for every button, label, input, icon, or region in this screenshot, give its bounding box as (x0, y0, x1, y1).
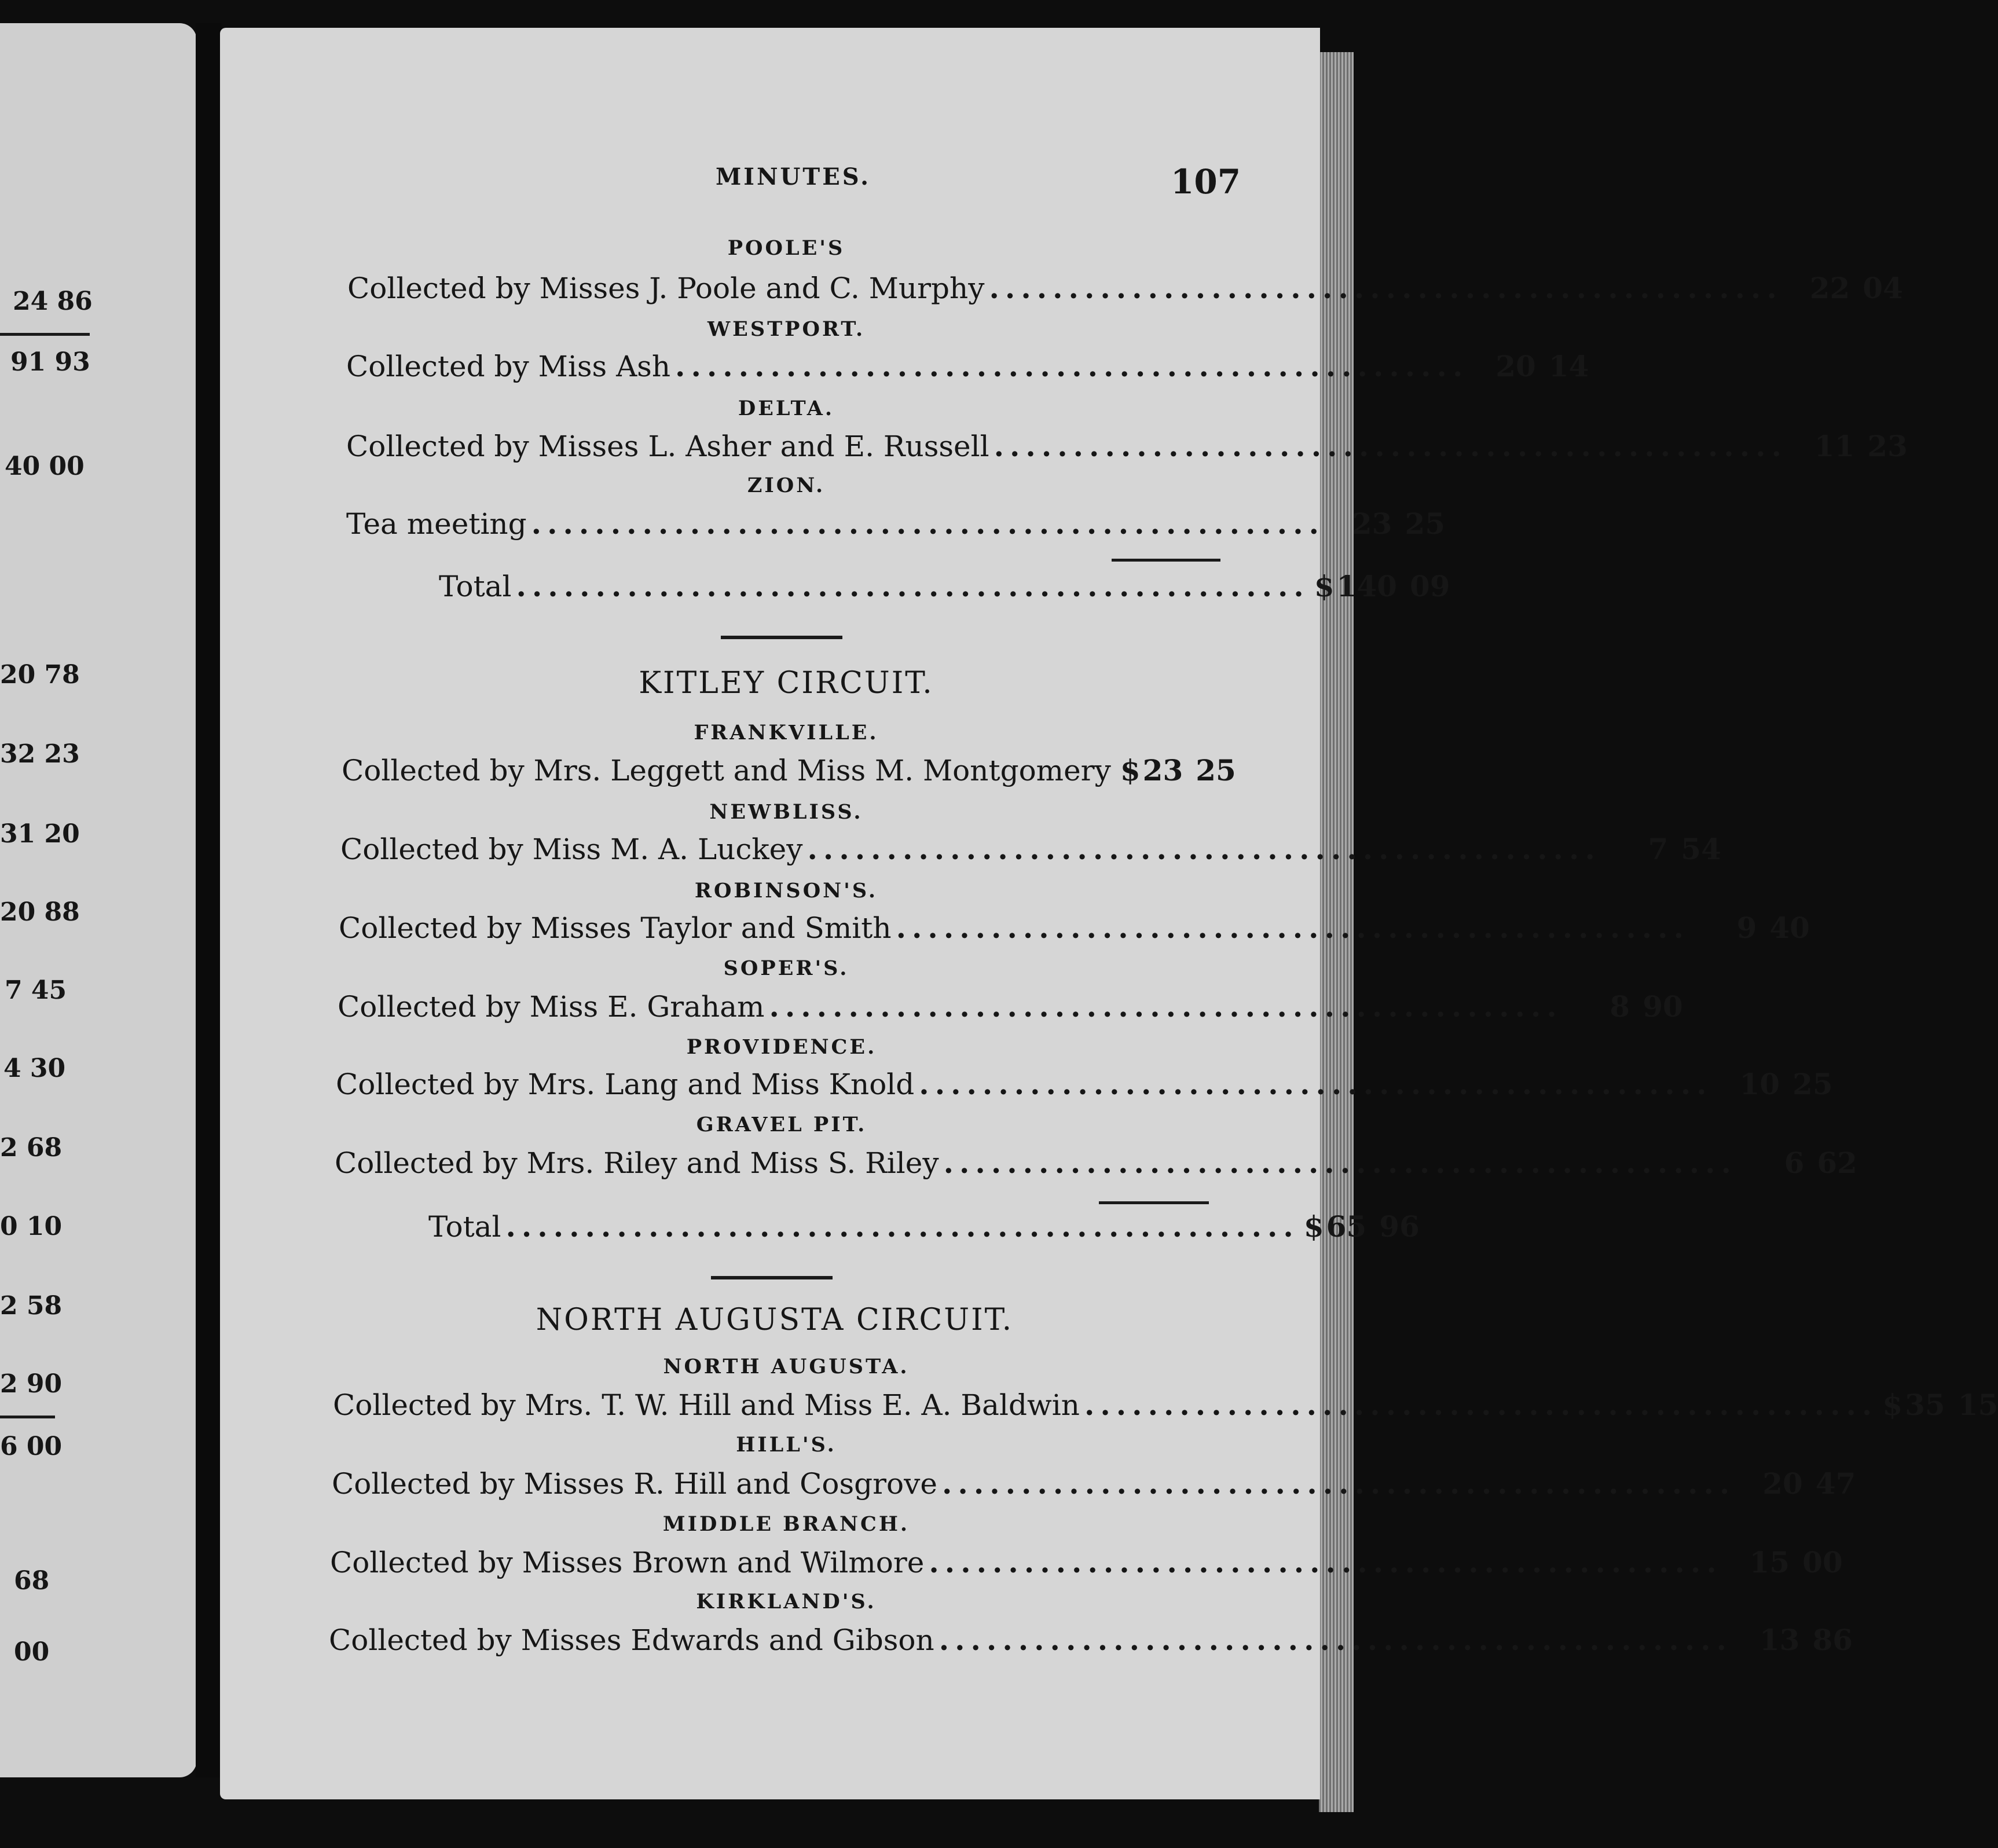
place-heading: GRAVEL PIT. (696, 1113, 867, 1136)
left-amount: 24 86 (13, 287, 93, 316)
place-heading: ROBINSON'S. (694, 879, 878, 903)
entry-amount: 6 62 (1784, 1146, 1857, 1180)
entry-label: Collected by Misses R. Hill and Cosgrove (332, 1467, 937, 1501)
section-divider (711, 1276, 833, 1279)
section-divider (721, 636, 842, 639)
collection-entry: Collected by Mrs. Riley and Miss S. Riley .................................................. 6 62 (335, 1144, 1215, 1182)
entry-amount: 11 23 (1814, 429, 1908, 463)
entry-label: Collected by Misses J. Poole and C. Murphy (347, 272, 985, 305)
place-heading: NORTH AUGUSTA. (663, 1355, 910, 1378)
entry-label: Collected by Mrs. Leggett and Miss M. Montgomery (342, 754, 1111, 787)
collection-entry: Collected by Misses Brown and Wilmore .................................................. 15 00 (330, 1543, 1207, 1582)
entry-amount: 10 25 (1739, 1067, 1833, 1101)
circuit-title: NORTH AUGUSTA CIRCUIT. (536, 1303, 1014, 1337)
entry-label: Collected by Miss M. A. Luckey (340, 833, 803, 866)
running-head: MINUTES. (716, 163, 871, 190)
place-heading: HILL'S. (736, 1433, 837, 1457)
entry-label: Collected by Mrs. Lang and Miss Knold (336, 1068, 915, 1101)
left-amount: 6 00 (0, 1432, 63, 1461)
left-amount: 7 45 (5, 976, 67, 1005)
entry-amount: 22 04 (1809, 271, 1903, 305)
circuit-title: KITLEY CIRCUIT. (639, 666, 934, 701)
place-heading: POOLE'S (727, 236, 845, 260)
collection-entry: Collected by Miss Ash .................................................. 20 14 (346, 347, 1225, 386)
left-amount: 2 68 (0, 1133, 63, 1163)
left-amount: 00 (14, 1637, 50, 1667)
left-sum-rule (0, 1416, 55, 1418)
collection-entry (342, 751, 1236, 790)
entry-amount: 13 86 (1759, 1623, 1853, 1657)
place-heading: KIRKLAND'S. (696, 1590, 877, 1614)
entry-amount: 23 25 (1351, 507, 1446, 541)
entry-label: Tea meeting (346, 507, 527, 541)
collection-entry: Collected by Mrs. Lang and Miss Knold .................................................. 10 25 (336, 1065, 1215, 1103)
entry-amount: 20 14 (1495, 349, 1589, 383)
entry-label: Collected by Misses L. Asher and E. Russell (346, 430, 989, 463)
place-heading: FRANKVILLE. (694, 721, 879, 745)
entry-label: Collected by Misses Edwards and Gibson (329, 1623, 934, 1657)
total-label: Total (439, 570, 512, 603)
collection-entry: Collected by Misses Edwards and Gibson .................................................. 13 86 (329, 1621, 1206, 1659)
entry-amount: $35 15 (1882, 1388, 1998, 1422)
place-heading: DELTA. (738, 397, 835, 420)
entry-amount: 20 47 (1762, 1466, 1856, 1501)
collection-entry: Collected by Misses J. Poole and C. Murphy .................................................. 22 04 (347, 269, 1225, 307)
left-amount: 2 90 (0, 1369, 63, 1399)
place-heading: WESTPORT. (707, 317, 866, 341)
collection-entry: Collected by Misses Taylor and Smith .................................................. 9 40 (339, 909, 1216, 947)
collection-entry: Collected by Misses L. Asher and E. Russell .................................................. 11 23 (346, 427, 1225, 465)
left-amount: 2 58 (0, 1291, 63, 1321)
entry-amount: 7 54 (1648, 832, 1721, 866)
collection-entry: Collected by Miss E. Graham .................................................. 8 90 (338, 988, 1216, 1026)
page-number: 107 (1171, 162, 1241, 201)
place-heading: SOPER'S. (723, 956, 849, 980)
left-amount: 0 10 (0, 1212, 63, 1241)
entry-label: Collected by Misses Brown and Wilmore (330, 1546, 925, 1579)
sum-rule (1112, 559, 1220, 562)
total-label: Total (428, 1210, 501, 1244)
collection-entry: Collected by Misses R. Hill and Cosgrove .................................................. 20 47 (332, 1465, 1209, 1503)
entry-amount: 15 00 (1749, 1545, 1843, 1579)
place-heading: MIDDLE BRANCH. (662, 1512, 910, 1536)
collection-entry: Collected by Mrs. T. W. Hill and Miss E. A. Baldwin .................................................. $35 15 (333, 1386, 1209, 1424)
entry-label: Collected by Mrs. Riley and Miss S. Riley (335, 1146, 939, 1180)
sum-rule (1099, 1201, 1209, 1204)
section-total: Total .................................................. $140 09 (439, 567, 1225, 606)
facing-page (0, 23, 197, 1777)
entry-amount: $23 25 (1120, 753, 1236, 787)
entry-label: Collected by Mrs. T. W. Hill and Miss E. A. Baldwin (333, 1388, 1080, 1422)
place-heading: ZION. (747, 474, 826, 497)
left-sum-rule (0, 333, 90, 336)
left-amount: 20 88 (0, 897, 80, 927)
collection-entry: Tea meeting .................................................. 23 25 (346, 505, 1225, 543)
entry-label: Collected by Miss E. Graham (338, 990, 765, 1024)
place-heading: NEWBLISS. (709, 800, 863, 824)
book-gutter (196, 23, 222, 1777)
left-amount: 20 78 (0, 660, 80, 690)
entry-label: Collected by Miss Ash (346, 350, 671, 383)
collection-entry: Collected by Miss M. A. Luckey .................................................. 7 54 (340, 830, 1219, 868)
section-total: Total .................................................. $65 96 (428, 1208, 1213, 1246)
entry-label: Collected by Misses Taylor and Smith (339, 911, 892, 945)
entry-amount: 8 90 (1610, 989, 1683, 1024)
left-amount: 32 23 (0, 739, 80, 769)
place-heading: PROVIDENCE. (686, 1035, 877, 1059)
total-amount: $140 09 (1314, 569, 1450, 603)
left-amount: 40 00 (5, 452, 85, 481)
left-amount: 4 30 (3, 1054, 66, 1083)
entry-amount: 9 40 (1736, 911, 1810, 945)
total-amount: $65 96 (1303, 1209, 1420, 1244)
left-amount: 91 93 (10, 347, 90, 377)
left-amount: 68 (14, 1566, 50, 1596)
left-amount: 31 20 (0, 819, 80, 849)
